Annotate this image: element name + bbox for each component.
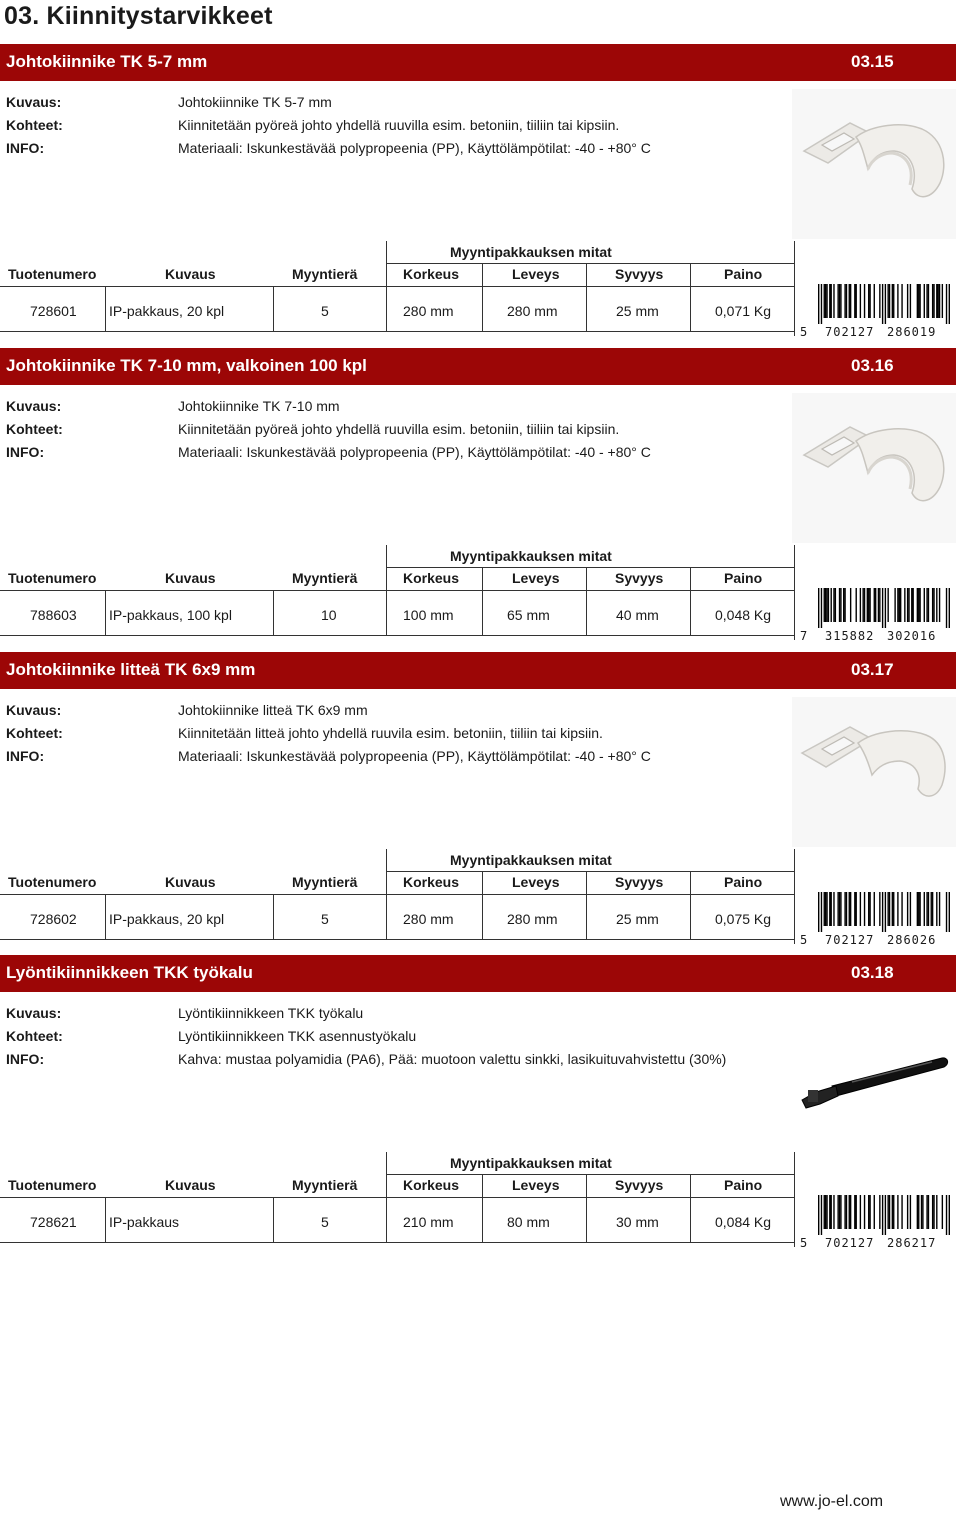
kohteet-row [0,117,760,139]
footer-url[interactable]: www.jo-el.com [780,1493,884,1510]
cell-tuotenumero: 788603 [30,607,77,623]
header-paino: Paino [724,570,763,586]
cell-kuvaus: IP-pakkaus, 20 kpl [109,303,225,319]
spec-table [0,241,795,336]
kuvaus-label: Kuvaus: [6,398,62,414]
cable-clip-image [792,89,956,239]
kohteet-value: Kiinnitetään pyöreä johto yhdellä ruuvilla esim. betoniin, tiiliin tai kipsiin. [178,421,620,437]
cell-kuvaus: IP-pakkaus, 20 kpl [109,911,225,927]
ean-barcode [800,1195,952,1251]
barcode-bars [818,588,950,628]
info-value: Kahva: mustaa polyamidia (PA6), Pää: muotoon valettu sinkki, lasikuituvahvistettu (30%) [178,1051,727,1067]
spec-table-grid [0,241,795,336]
cell-kuvaus: IP-pakkaus, 100 kpl [109,607,232,623]
spec-table-grid [0,1152,795,1247]
kuvaus-row [0,1005,760,1027]
cell-myyntiera: 5 [321,303,329,319]
header-myyntiera: Myyntierä [292,874,358,890]
product-photo [792,697,956,847]
product-header-bar [0,652,956,689]
info-label: INFO: [6,140,45,156]
header-leveys: Leveys [512,266,560,282]
kohteet-label: Kohteet: [6,725,63,741]
kuvaus-row [0,702,760,724]
header-paino: Paino [724,874,763,890]
cell-tuotenumero: 728621 [30,1214,77,1230]
product-section [0,348,960,652]
spec-table [0,849,795,944]
barcode-left-digits: 702127 [825,325,875,339]
header-korkeus: Korkeus [403,874,460,890]
ean-barcode [800,284,952,340]
installation-tool-image [792,1000,956,1150]
barcode-right-digits: 302016 [887,629,937,643]
cell-leveys: 280 mm [507,303,558,319]
kohteet-value: Lyöntikiinnikkeen TKK asennustyökalu [178,1028,417,1044]
kohteet-value: Kiinnitetään litteä johto yhdellä ruuvila esim. betoniin, tiiliin tai kipsiin. [178,725,603,741]
info-row [0,444,760,466]
info-value: Materiaali: Iskunkestävää polypropeenia (PP), Käyttölämpötilat: -40 - +80° C [178,140,651,156]
info-row [0,748,760,770]
header-leveys: Leveys [512,1177,560,1193]
info-value: Materiaali: Iskunkestävää polypropeenia (PP), Käyttölämpötilat: -40 - +80° C [178,748,651,764]
cell-syvyys: 25 mm [616,911,659,927]
flat-cable-clip-image [792,697,956,847]
cell-leveys: 65 mm [507,607,550,623]
header-myyntipakkauksen-mitat: Myyntipakkauksen mitat [450,1155,612,1171]
product-photo [792,89,956,239]
barcode-first-digit: 5 [800,1236,808,1250]
header-tuotenumero: Tuotenumero [8,1177,97,1193]
barcode-first-digit: 5 [800,325,808,339]
spec-table-grid [0,849,795,944]
header-myyntiera: Myyntierä [292,266,358,282]
cell-kuvaus: IP-pakkaus [109,1214,180,1230]
kohteet-label: Kohteet: [6,1028,63,1044]
cell-tuotenumero: 728602 [30,911,77,927]
barcode-right-digits: 286217 [887,1236,937,1250]
kuvaus-row [0,398,760,420]
spec-table [0,1152,795,1247]
product-title: Lyöntikiinnikkeen TKK työkalu [6,963,253,982]
info-label: INFO: [6,748,45,764]
barcode-left-digits: 702127 [825,933,875,947]
cell-korkeus: 100 mm [403,607,454,623]
header-tuotenumero: Tuotenumero [8,266,97,282]
header-leveys: Leveys [512,874,560,890]
cell-myyntiera: 5 [321,1214,329,1230]
cell-korkeus: 210 mm [403,1214,454,1230]
header-korkeus: Korkeus [403,1177,460,1193]
cell-korkeus: 280 mm [403,911,454,927]
cell-paino: 0,071 Kg [715,303,772,319]
header-myyntiera: Myyntierä [292,570,358,586]
product-title: Johtokiinnike TK 5-7 mm [6,52,208,71]
kohteet-row [0,1028,760,1050]
product-section [0,652,960,956]
cell-myyntiera: 10 [321,607,337,623]
ean-barcode [800,892,952,948]
header-paino: Paino [724,266,763,282]
header-kuvaus: Kuvaus [165,874,216,890]
kuvaus-value: Johtokiinnike TK 5-7 mm [178,94,332,110]
header-myyntipakkauksen-mitat: Myyntipakkauksen mitat [450,548,612,564]
product-title: Johtokiinnike litteä TK 6x9 mm [6,660,256,679]
kohteet-row [0,725,760,747]
header-korkeus: Korkeus [403,570,460,586]
header-tuotenumero: Tuotenumero [8,874,97,890]
info-label: INFO: [6,444,45,460]
spec-table-grid [0,545,795,640]
header-myyntiera: Myyntierä [292,1177,358,1193]
product-header-bar [0,44,956,81]
barcode-bars [818,1195,950,1235]
product-title: Johtokiinnike TK 7-10 mm, valkoinen 100 kpl [6,356,367,375]
product-code: 03.17 [851,660,894,679]
product-section [0,44,960,348]
kuvaus-value: Lyöntikiinnikkeen TKK työkalu [178,1005,364,1021]
kohteet-value: Kiinnitetään pyöreä johto yhdellä ruuvilla esim. betoniin, tiiliin tai kipsiin. [178,117,620,133]
ean-barcode [800,588,952,644]
kuvaus-label: Kuvaus: [6,94,62,110]
header-paino: Paino [724,1177,763,1193]
barcode-left-digits: 315882 [825,629,875,643]
header-syvyys: Syvyys [615,266,664,282]
cell-leveys: 80 mm [507,1214,550,1230]
product-section [0,955,960,1259]
product-header-bar [0,955,956,992]
barcode-bars [818,892,950,932]
barcode-first-digit: 5 [800,933,808,947]
cell-leveys: 280 mm [507,911,558,927]
kuvaus-value: Johtokiinnike litteä TK 6x9 mm [178,702,368,718]
cell-syvyys: 40 mm [616,607,659,623]
barcode-right-digits: 286019 [887,325,937,339]
product-code: 03.15 [851,52,894,71]
kohteet-label: Kohteet: [6,117,63,133]
header-myyntipakkauksen-mitat: Myyntipakkauksen mitat [450,852,612,868]
product-photo [792,393,956,543]
kuvaus-label: Kuvaus: [6,1005,62,1021]
header-myyntipakkauksen-mitat: Myyntipakkauksen mitat [450,244,612,260]
header-kuvaus: Kuvaus [165,1177,216,1193]
info-label: INFO: [6,1051,45,1067]
cell-myyntiera: 5 [321,911,329,927]
cell-paino: 0,084 Kg [715,1214,772,1230]
header-syvyys: Syvyys [615,1177,664,1193]
header-kuvaus: Kuvaus [165,570,216,586]
cell-tuotenumero: 728601 [30,303,77,319]
kuvaus-value: Johtokiinnike TK 7-10 mm [178,398,340,414]
info-row [0,1051,760,1073]
kohteet-label: Kohteet: [6,421,63,437]
product-photo [792,1000,956,1150]
kohteet-row [0,421,760,443]
product-code: 03.18 [851,963,894,982]
barcode-bars [818,284,950,324]
header-kuvaus: Kuvaus [165,266,216,282]
info-value: Materiaali: Iskunkestävää polypropeenia (PP), Käyttölämpötilat: -40 - +80° C [178,444,651,460]
barcode-left-digits: 702127 [825,1236,875,1250]
cell-paino: 0,075 Kg [715,911,772,927]
header-korkeus: Korkeus [403,266,460,282]
header-tuotenumero: Tuotenumero [8,570,97,586]
info-row [0,140,760,162]
barcode-first-digit: 7 [800,629,808,643]
barcode-right-digits: 286026 [887,933,937,947]
page-title: 03. Kiinnitystarvikkeet [4,2,273,30]
product-header-bar [0,348,956,385]
header-leveys: Leveys [512,570,560,586]
cell-syvyys: 30 mm [616,1214,659,1230]
kuvaus-label: Kuvaus: [6,702,62,718]
product-code: 03.16 [851,356,894,375]
spec-table [0,545,795,640]
cell-paino: 0,048 Kg [715,607,772,623]
cell-korkeus: 280 mm [403,303,454,319]
kuvaus-row [0,94,760,116]
cable-clip-image [792,393,956,543]
header-syvyys: Syvyys [615,874,664,890]
header-syvyys: Syvyys [615,570,664,586]
cell-syvyys: 25 mm [616,303,659,319]
